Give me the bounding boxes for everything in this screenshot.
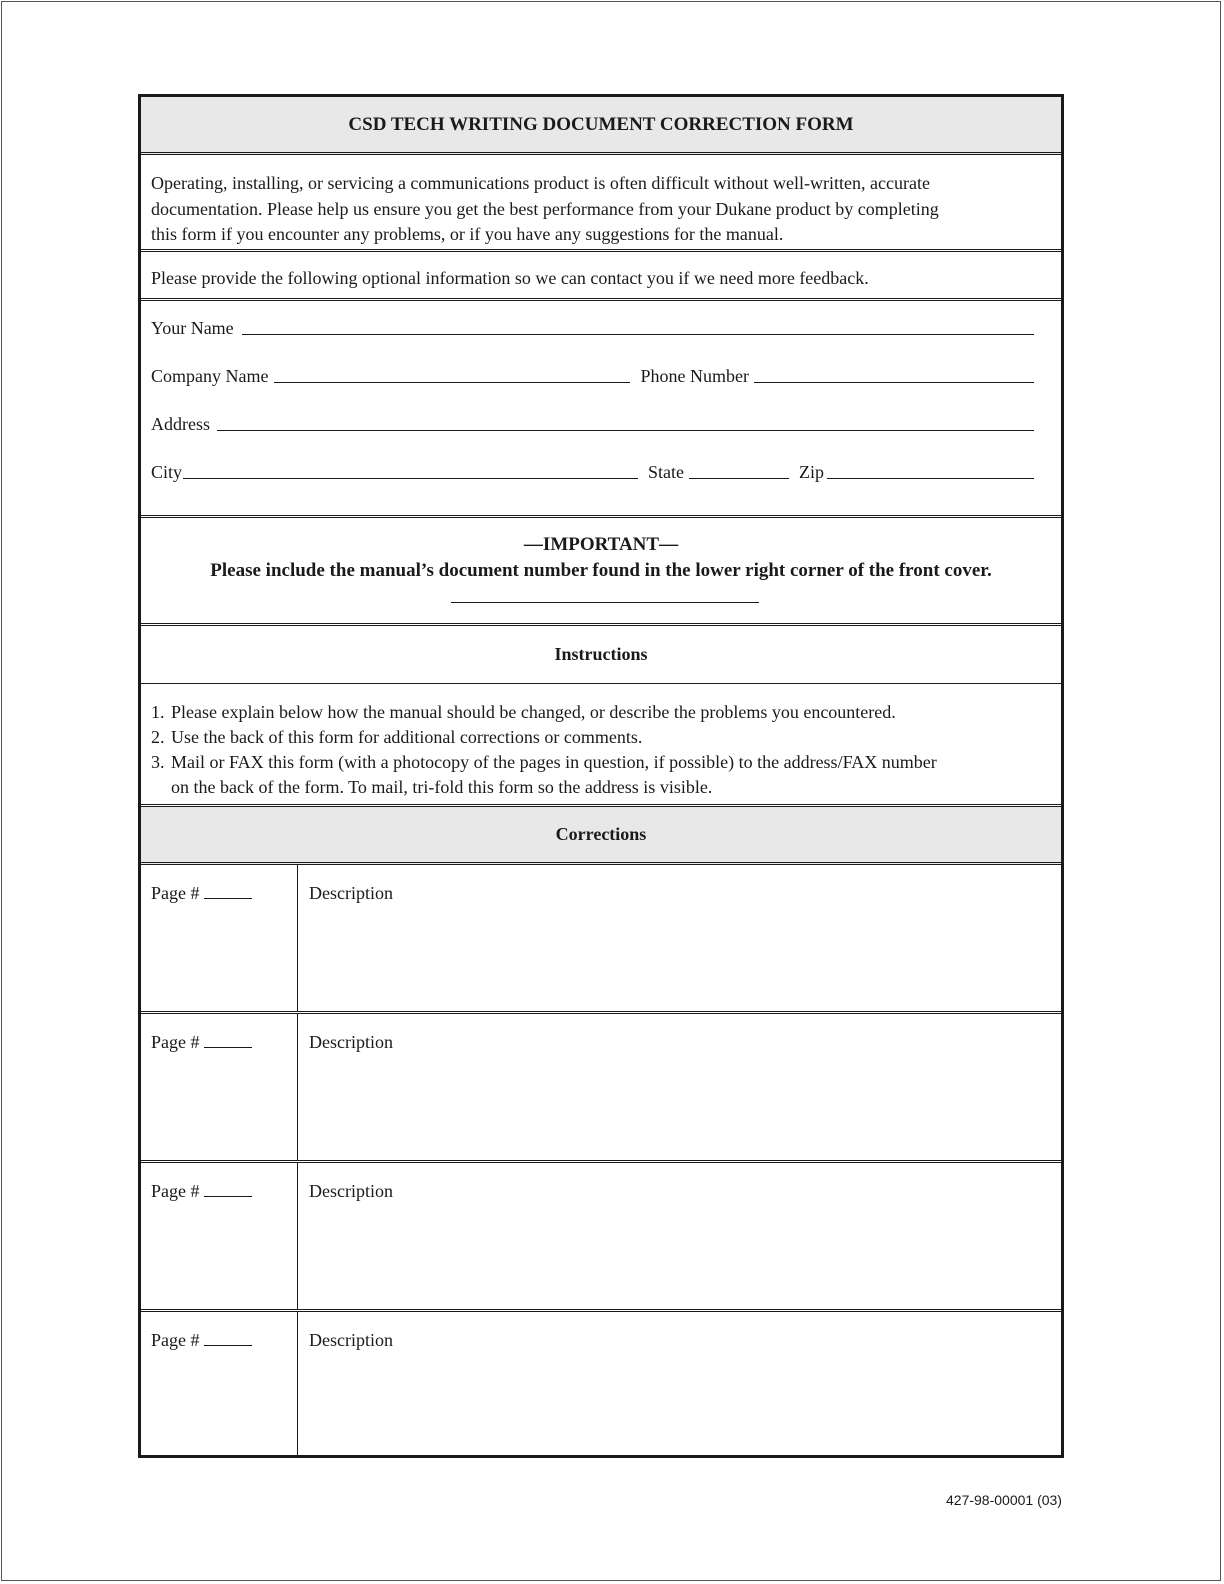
correction-form: [138, 94, 1064, 1458]
address-label: Address: [151, 414, 210, 434]
description-cell[interactable]: [299, 865, 1061, 1011]
page-number-label: Page #: [151, 1032, 200, 1052]
state-field[interactable]: [689, 463, 789, 479]
contact-section: [141, 301, 1061, 518]
intro-line: this form if you encounter any problems, or if you have any suggestions for the manual.: [151, 224, 784, 244]
company-name-field[interactable]: [274, 367, 630, 383]
description-cell[interactable]: [299, 1014, 1061, 1160]
optional-info-text: Please provide the following optional information so we can contact you if we need more feedback.: [151, 268, 869, 288]
correction-row: [141, 1163, 1061, 1312]
page-number-cell[interactable]: [141, 865, 298, 1011]
page-number-label: Page #: [151, 883, 200, 903]
page-number-field[interactable]: [204, 884, 252, 899]
intro-line: documentation. Please help us ensure you get the best performance from your Dukane product by completing: [151, 198, 939, 219]
address-field[interactable]: [217, 415, 1034, 431]
description-label: Description: [309, 1330, 393, 1350]
instruction-item: [151, 750, 1051, 775]
city-label: City: [151, 462, 183, 482]
correction-row: [141, 865, 1061, 1014]
corrections-heading-section: [141, 807, 1061, 865]
instruction-text: Mail or FAX this form (with a photocopy of the pages in question, if possible) to the address/FAX number: [171, 752, 937, 772]
important-text: Please include the manual’s document number found in the lower right corner of the front cover.: [210, 560, 992, 581]
company-phone-row: [151, 365, 1034, 387]
company-name-label: Company Name: [151, 366, 269, 386]
instructions-heading-section: [141, 626, 1061, 684]
intro-section: [141, 155, 1061, 252]
instruction-text: Please explain below how the manual should be changed, or describe the problems you encountered.: [171, 702, 896, 722]
instructions-list: [141, 684, 1061, 807]
form-title: CSD TECH WRITING DOCUMENT CORRECTION FORM: [348, 113, 854, 135]
correction-row: [141, 1014, 1061, 1163]
correction-row: [141, 1312, 1061, 1455]
city-state-zip-row: [151, 461, 1034, 483]
page-number-cell[interactable]: [141, 1014, 298, 1160]
instruction-text: Use the back of this form for additional corrections or comments.: [171, 727, 643, 747]
description-label: Description: [309, 1032, 393, 1052]
document-code: 427-98-00001 (03): [946, 1492, 1062, 1508]
page-number-cell[interactable]: [141, 1312, 298, 1455]
address-row: [151, 413, 1034, 435]
page-number-field[interactable]: [204, 1182, 252, 1197]
state-label: State: [648, 462, 685, 482]
instructions-heading: Instructions: [554, 644, 648, 664]
page-number-cell[interactable]: [141, 1163, 298, 1309]
page-number-field[interactable]: [204, 1331, 252, 1346]
description-label: Description: [309, 1181, 393, 1201]
instruction-number: 3.: [151, 752, 165, 772]
page-number-label: Page #: [151, 1181, 200, 1201]
zip-label: Zip: [799, 462, 825, 482]
page-number-field[interactable]: [204, 1033, 252, 1048]
your-name-field[interactable]: [242, 319, 1034, 335]
instruction-item: [151, 725, 1051, 750]
description-cell[interactable]: [299, 1312, 1061, 1455]
your-name-label: Your Name: [151, 318, 234, 338]
corrections-heading: Corrections: [555, 824, 647, 844]
important-heading: —IMPORTANT—: [523, 534, 679, 555]
phone-number-field[interactable]: [754, 367, 1034, 383]
form-title-section: [141, 97, 1061, 155]
your-name-row: [151, 317, 1034, 339]
zip-field[interactable]: [827, 463, 1034, 479]
instruction-item: [151, 700, 1051, 725]
phone-number-label: Phone Number: [640, 366, 749, 386]
important-section: [141, 518, 1061, 626]
page-number-label: Page #: [151, 1330, 200, 1350]
optional-info-section: [141, 252, 1061, 301]
description-label: Description: [309, 883, 393, 903]
instruction-number: 2.: [151, 727, 165, 747]
instruction-item: [151, 775, 1051, 800]
instruction-number: 1.: [151, 702, 165, 722]
document-number-field[interactable]: [451, 602, 759, 603]
intro-line: Operating, installing, or servicing a communications product is often difficult without well-written, accurate: [151, 173, 930, 193]
instruction-text: on the back of the form. To mail, tri-fold this form so the address is visible.: [171, 777, 713, 797]
description-cell[interactable]: [299, 1163, 1061, 1309]
city-field[interactable]: [183, 463, 638, 479]
